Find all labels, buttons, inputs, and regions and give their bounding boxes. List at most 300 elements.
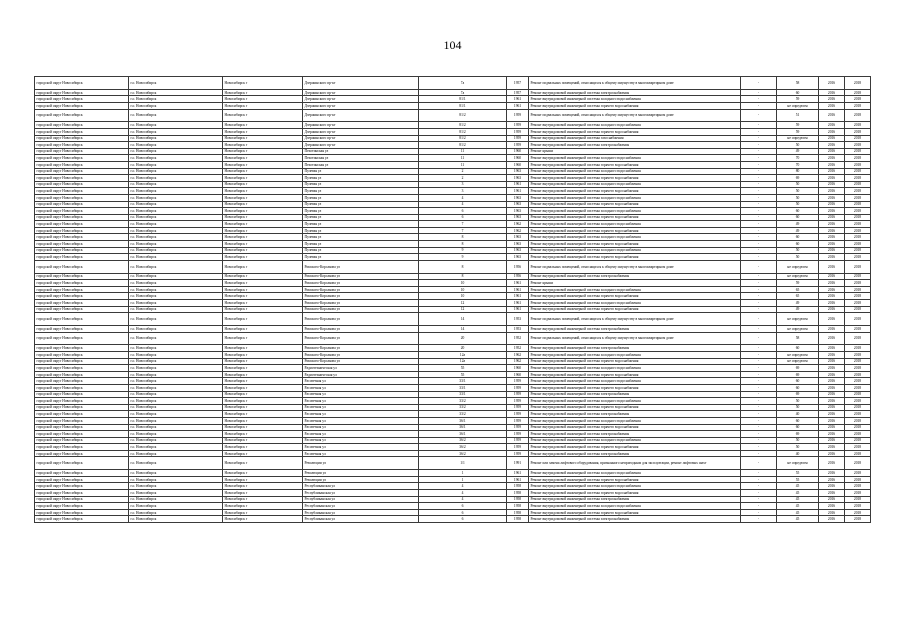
cell-street: Рассветная ул bbox=[303, 431, 419, 438]
cell-dash: - bbox=[741, 483, 777, 490]
page-number: 104 bbox=[443, 38, 462, 52]
cell-house: 7 bbox=[419, 221, 507, 228]
cell-house: 1 bbox=[419, 476, 507, 483]
cell-year: 1960 bbox=[507, 365, 529, 372]
cell-dash: - bbox=[741, 351, 777, 358]
cell-start-year: 2016 bbox=[819, 214, 845, 221]
cell-settlement: г.о. Новосибирск bbox=[129, 280, 223, 287]
cell-start-year: 2016 bbox=[819, 96, 845, 103]
cell-cost: 60 bbox=[777, 345, 819, 352]
cell-municipality: городской округ Новосибирск bbox=[35, 260, 129, 273]
cell-year: 1959 bbox=[507, 142, 529, 149]
cell-municipality: городской округ Новосибирск bbox=[35, 280, 129, 287]
cell-street: Римского-Корсакова ул bbox=[303, 260, 419, 273]
table-row bbox=[35, 437, 871, 444]
cell-year: 1961 bbox=[507, 300, 529, 307]
cell-cost: 60 bbox=[777, 378, 819, 385]
table-row bbox=[35, 168, 871, 175]
cell-house: 4 bbox=[419, 201, 507, 208]
cell-city: Новосибирск г bbox=[223, 417, 303, 424]
cell-city: Новосибирск г bbox=[223, 503, 303, 510]
cell-street: Революции ул bbox=[303, 457, 419, 470]
cell-house: 81/2 bbox=[419, 135, 507, 142]
cell-cost: не определен bbox=[777, 313, 819, 326]
cell-cost: 60 bbox=[777, 214, 819, 221]
cell-street: Радиотехническая ул bbox=[303, 371, 419, 378]
cell-house: 12 bbox=[419, 300, 507, 307]
cell-city: Новосибирск г bbox=[223, 89, 303, 96]
table-row bbox=[35, 161, 871, 168]
cell-cost: 45 bbox=[777, 483, 819, 490]
cell-year: 1956 bbox=[507, 273, 529, 280]
cell-settlement: г.о. Новосибирск bbox=[129, 208, 223, 215]
cell-city: Новосибирск г bbox=[223, 378, 303, 385]
cell-street: Пулевая ул bbox=[303, 168, 419, 175]
cell-street: Римского-Корсакова ул bbox=[303, 313, 419, 326]
cell-start-year: 2016 bbox=[819, 444, 845, 451]
cell-city: Новосибирск г bbox=[223, 351, 303, 358]
cell-city: Новосибирск г bbox=[223, 431, 303, 438]
cell-year: 1961 bbox=[507, 280, 529, 287]
cell-year: 1960 bbox=[507, 155, 529, 162]
cell-end-year: 2018 bbox=[845, 516, 871, 523]
cell-city: Новосибирск г bbox=[223, 161, 303, 168]
cell-work-type: Ремонт подвальных помещений, относящихся к общему имуществу в многоквартирном доме bbox=[529, 77, 741, 90]
cell-year: 1961 bbox=[507, 293, 529, 300]
cell-dash: - bbox=[741, 135, 777, 142]
cell-city: Новосибирск г bbox=[223, 457, 303, 470]
cell-municipality: городской округ Новосибирск bbox=[35, 332, 129, 345]
cell-work-type: Ремонт внутридомовой инженерной системы холодного водоснабжения bbox=[529, 417, 741, 424]
cell-street: Пехотинская ул bbox=[303, 148, 419, 155]
cell-city: Новосибирск г bbox=[223, 175, 303, 182]
cell-start-year: 2016 bbox=[819, 201, 845, 208]
cell-work-type: Ремонт внутридомовой инженерной системы электроснабжения bbox=[529, 431, 741, 438]
cell-cost: 58 bbox=[777, 332, 819, 345]
cell-municipality: городской округ Новосибирск bbox=[35, 457, 129, 470]
cell-work-type: Ремонт внутридомовой инженерной системы холодного водоснабжения bbox=[529, 234, 741, 241]
cell-city: Новосибирск г bbox=[223, 286, 303, 293]
cell-start-year: 2016 bbox=[819, 470, 845, 477]
cell-settlement: г.о. Новосибирск bbox=[129, 181, 223, 188]
cell-start-year: 2016 bbox=[819, 516, 845, 523]
cell-city: Новосибирск г bbox=[223, 273, 303, 280]
cell-start-year: 2016 bbox=[819, 168, 845, 175]
cell-work-type: Ремонт внутридомовой инженерной системы газоснабжения bbox=[529, 135, 741, 142]
cell-house: 3 bbox=[419, 181, 507, 188]
cell-municipality: городской округ Новосибирск bbox=[35, 227, 129, 234]
cell-city: Новосибирск г bbox=[223, 122, 303, 129]
cell-house: 9 bbox=[419, 254, 507, 261]
cell-start-year: 2016 bbox=[819, 221, 845, 228]
cell-municipality: городской округ Новосибирск bbox=[35, 128, 129, 135]
cell-work-type: Ремонт внутридомовой инженерной системы горячего водоснабжения bbox=[529, 404, 741, 411]
cell-house: 33/2 bbox=[419, 411, 507, 418]
cell-end-year: 2018 bbox=[845, 483, 871, 490]
cell-settlement: г.о. Новосибирск bbox=[129, 496, 223, 503]
cell-cost: 80 bbox=[777, 168, 819, 175]
cell-settlement: г.о. Новосибирск bbox=[129, 358, 223, 365]
cell-end-year: 2018 bbox=[845, 96, 871, 103]
cell-end-year: 2018 bbox=[845, 155, 871, 162]
table-row bbox=[35, 351, 871, 358]
cell-street: Рассветная ул bbox=[303, 424, 419, 431]
cell-city: Новосибирск г bbox=[223, 326, 303, 333]
cell-cost: 50 bbox=[777, 188, 819, 195]
cell-year: 1963 bbox=[507, 214, 529, 221]
cell-start-year: 2016 bbox=[819, 378, 845, 385]
table-row bbox=[35, 286, 871, 293]
cell-work-type: Ремонт внутридомовой инженерной системы электроснабжения bbox=[529, 450, 741, 457]
cell-house: 33/1 bbox=[419, 378, 507, 385]
cell-end-year: 2018 bbox=[845, 450, 871, 457]
cell-dash: - bbox=[741, 411, 777, 418]
table-row bbox=[35, 404, 871, 411]
cell-dash: - bbox=[741, 378, 777, 385]
cell-end-year: 2018 bbox=[845, 181, 871, 188]
cell-work-type: Ремонт крыши bbox=[529, 148, 741, 155]
cell-house: 2 bbox=[419, 168, 507, 175]
table-row bbox=[35, 254, 871, 261]
cell-settlement: г.о. Новосибирск bbox=[129, 273, 223, 280]
cell-end-year: 2018 bbox=[845, 208, 871, 215]
table-row bbox=[35, 483, 871, 490]
cell-cost: 59 bbox=[777, 128, 819, 135]
cell-work-type: Ремонт внутридомовой инженерной системы электроснабжения bbox=[529, 273, 741, 280]
cell-settlement: г.о. Новосибирск bbox=[129, 417, 223, 424]
cell-street: Радиотехническая ул bbox=[303, 365, 419, 372]
cell-house: 20 bbox=[419, 345, 507, 352]
cell-street: Пулевая ул bbox=[303, 247, 419, 254]
cell-city: Новосибирск г bbox=[223, 300, 303, 307]
cell-city: Новосибирск г bbox=[223, 404, 303, 411]
cell-street: Рассветная ул bbox=[303, 398, 419, 405]
cell-end-year: 2018 bbox=[845, 227, 871, 234]
cell-city: Новосибирск г bbox=[223, 509, 303, 516]
cell-municipality: городской округ Новосибирск bbox=[35, 214, 129, 221]
cell-dash: - bbox=[741, 384, 777, 391]
cell-dash: - bbox=[741, 398, 777, 405]
cell-year: 1991 bbox=[507, 457, 529, 470]
cell-cost: не определен bbox=[777, 457, 819, 470]
cell-year: 1960 bbox=[507, 161, 529, 168]
cell-settlement: г.о. Новосибирск bbox=[129, 516, 223, 523]
cell-start-year: 2016 bbox=[819, 260, 845, 273]
cell-city: Новосибирск г bbox=[223, 483, 303, 490]
table-row bbox=[35, 109, 871, 122]
cell-cost: 50 bbox=[777, 142, 819, 149]
cell-city: Новосибирск г bbox=[223, 168, 303, 175]
cell-cost: 49 bbox=[777, 221, 819, 228]
cell-work-type: Ремонт внутридомовой инженерной системы электроснабжения bbox=[529, 142, 741, 149]
cell-house: 8 bbox=[419, 241, 507, 248]
cell-city: Новосибирск г bbox=[223, 280, 303, 287]
cell-municipality: городской округ Новосибирск bbox=[35, 241, 129, 248]
cell-settlement: г.о. Новосибирск bbox=[129, 148, 223, 155]
table-row bbox=[35, 247, 871, 254]
table-row bbox=[35, 306, 871, 313]
cell-cost: 50 bbox=[777, 444, 819, 451]
table-row bbox=[35, 371, 871, 378]
cell-end-year: 2018 bbox=[845, 306, 871, 313]
cell-municipality: городской округ Новосибирск bbox=[35, 273, 129, 280]
cell-year: 1959 bbox=[507, 431, 529, 438]
cell-street: Дзержинского пр-кт bbox=[303, 77, 419, 90]
table-row bbox=[35, 201, 871, 208]
cell-start-year: 2016 bbox=[819, 161, 845, 168]
cell-year: 1962 bbox=[507, 227, 529, 234]
cell-end-year: 2018 bbox=[845, 201, 871, 208]
cell-street: Рассветная ул bbox=[303, 384, 419, 391]
cell-municipality: городской округ Новосибирск bbox=[35, 365, 129, 372]
cell-year: 1959 bbox=[507, 450, 529, 457]
cell-start-year: 2016 bbox=[819, 398, 845, 405]
cell-year: 1963 bbox=[507, 254, 529, 261]
cell-dash: - bbox=[741, 516, 777, 523]
cell-municipality: городской округ Новосибирск bbox=[35, 142, 129, 149]
cell-settlement: г.о. Новосибирск bbox=[129, 437, 223, 444]
cell-city: Новосибирск г bbox=[223, 77, 303, 90]
cell-city: Новосибирск г bbox=[223, 254, 303, 261]
cell-year: 1952 bbox=[507, 345, 529, 352]
cell-city: Новосибирск г bbox=[223, 444, 303, 451]
cell-street: Римского-Корсакова ул bbox=[303, 286, 419, 293]
cell-house: 81/1 bbox=[419, 96, 507, 103]
cell-city: Новосибирск г bbox=[223, 155, 303, 162]
cell-dash: - bbox=[741, 313, 777, 326]
cell-year: 1963 bbox=[507, 201, 529, 208]
table-row bbox=[35, 424, 871, 431]
cell-start-year: 2016 bbox=[819, 142, 845, 149]
cell-start-year: 2016 bbox=[819, 306, 845, 313]
cell-end-year: 2018 bbox=[845, 128, 871, 135]
cell-house: 6 bbox=[419, 208, 507, 215]
cell-year: 1963 bbox=[507, 208, 529, 215]
cell-year: 1959 bbox=[507, 391, 529, 398]
cell-municipality: городской округ Новосибирск bbox=[35, 168, 129, 175]
cell-settlement: г.о. Новосибирск bbox=[129, 326, 223, 333]
cell-house: 4 bbox=[419, 194, 507, 201]
cell-year: 1959 bbox=[507, 411, 529, 418]
cell-street: Дзержинского пр-кт bbox=[303, 109, 419, 122]
cell-cost: 55 bbox=[777, 476, 819, 483]
cell-municipality: городской округ Новосибирск bbox=[35, 89, 129, 96]
cell-municipality: городской округ Новосибирск bbox=[35, 411, 129, 418]
cell-work-type: Ремонт внутридомовой инженерной системы горячего водоснабжения bbox=[529, 227, 741, 234]
cell-end-year: 2018 bbox=[845, 280, 871, 287]
cell-municipality: городской округ Новосибирск bbox=[35, 208, 129, 215]
cell-work-type: Ремонт внутридомовой инженерной системы горячего водоснабжения bbox=[529, 102, 741, 109]
cell-street: Римского-Корсакова ул bbox=[303, 345, 419, 352]
cell-start-year: 2016 bbox=[819, 293, 845, 300]
cell-start-year: 2016 bbox=[819, 483, 845, 490]
table-row bbox=[35, 89, 871, 96]
table-row bbox=[35, 188, 871, 195]
cell-city: Новосибирск г bbox=[223, 306, 303, 313]
cell-end-year: 2018 bbox=[845, 89, 871, 96]
cell-end-year: 2018 bbox=[845, 457, 871, 470]
table-row bbox=[35, 181, 871, 188]
cell-cost: 45 bbox=[777, 496, 819, 503]
cell-year: 1959 bbox=[507, 384, 529, 391]
cell-municipality: городской округ Новосибирск bbox=[35, 181, 129, 188]
cell-work-type: Ремонт внутридомовой инженерной системы холодного водоснабжения bbox=[529, 503, 741, 510]
cell-street: Дзержинского пр-кт bbox=[303, 96, 419, 103]
cell-dash: - bbox=[741, 241, 777, 248]
cell-dash: - bbox=[741, 345, 777, 352]
cell-cost: 45 bbox=[777, 503, 819, 510]
cell-cost: 60 bbox=[777, 89, 819, 96]
cell-street: Римского-Корсакова ул bbox=[303, 332, 419, 345]
cell-street: Республиканская ул bbox=[303, 496, 419, 503]
cell-municipality: городской округ Новосибирск bbox=[35, 286, 129, 293]
cell-municipality: городской округ Новосибирск bbox=[35, 496, 129, 503]
cell-settlement: г.о. Новосибирск bbox=[129, 142, 223, 149]
cell-city: Новосибирск г bbox=[223, 148, 303, 155]
cell-cost: 45 bbox=[777, 509, 819, 516]
cell-house: 36/1 bbox=[419, 424, 507, 431]
cell-start-year: 2016 bbox=[819, 227, 845, 234]
cell-year: 1959 bbox=[507, 424, 529, 431]
cell-municipality: городской округ Новосибирск bbox=[35, 509, 129, 516]
cell-municipality: городской округ Новосибирск bbox=[35, 326, 129, 333]
cell-municipality: городской округ Новосибирск bbox=[35, 424, 129, 431]
cell-end-year: 2018 bbox=[845, 437, 871, 444]
table-row bbox=[35, 260, 871, 273]
cell-dash: - bbox=[741, 181, 777, 188]
cell-start-year: 2016 bbox=[819, 313, 845, 326]
cell-house: 1 bbox=[419, 470, 507, 477]
cell-street: Римского-Корсакова ул bbox=[303, 326, 419, 333]
cell-settlement: г.о. Новосибирск bbox=[129, 161, 223, 168]
cell-city: Новосибирск г bbox=[223, 391, 303, 398]
cell-cost: 65 bbox=[777, 293, 819, 300]
cell-work-type: Ремонт внутридомовой инженерной системы электроснабжения bbox=[529, 411, 741, 418]
cell-settlement: г.о. Новосибирск bbox=[129, 234, 223, 241]
cell-house: 55 bbox=[419, 365, 507, 372]
cell-year: 1956 bbox=[507, 260, 529, 273]
cell-start-year: 2016 bbox=[819, 128, 845, 135]
cell-year: 1959 bbox=[507, 437, 529, 444]
cell-house: 6 bbox=[419, 516, 507, 523]
cell-house: 36/2 bbox=[419, 437, 507, 444]
cell-settlement: г.о. Новосибирск bbox=[129, 155, 223, 162]
cell-municipality: городской округ Новосибирск bbox=[35, 444, 129, 451]
cell-year: 1959 bbox=[507, 135, 529, 142]
cell-settlement: г.о. Новосибирск bbox=[129, 247, 223, 254]
cell-settlement: г.о. Новосибирск bbox=[129, 457, 223, 470]
cell-end-year: 2018 bbox=[845, 384, 871, 391]
cell-start-year: 2016 bbox=[819, 273, 845, 280]
cell-dash: - bbox=[741, 457, 777, 470]
cell-work-type: Ремонт внутридомовой инженерной системы горячего водоснабжения bbox=[529, 188, 741, 195]
cell-work-type: Ремонт внутридомовой инженерной системы горячего водоснабжения bbox=[529, 444, 741, 451]
cell-municipality: городской округ Новосибирск bbox=[35, 470, 129, 477]
cell-cost: 60 bbox=[777, 241, 819, 248]
cell-house: 12а bbox=[419, 358, 507, 365]
cell-settlement: г.о. Новосибирск bbox=[129, 286, 223, 293]
cell-municipality: городской округ Новосибирск bbox=[35, 371, 129, 378]
cell-municipality: городской округ Новосибирск bbox=[35, 221, 129, 228]
cell-municipality: городской округ Новосибирск bbox=[35, 155, 129, 162]
cell-street: Революции ул bbox=[303, 476, 419, 483]
cell-dash: - bbox=[741, 102, 777, 109]
cell-street: Римского-Корсакова ул bbox=[303, 351, 419, 358]
cell-settlement: г.о. Новосибирск bbox=[129, 293, 223, 300]
cell-end-year: 2018 bbox=[845, 135, 871, 142]
table-row bbox=[35, 470, 871, 477]
cell-dash: - bbox=[741, 280, 777, 287]
cell-house: 33/2 bbox=[419, 404, 507, 411]
cell-end-year: 2018 bbox=[845, 122, 871, 129]
cell-municipality: городской округ Новосибирск bbox=[35, 161, 129, 168]
cell-city: Новосибирск г bbox=[223, 142, 303, 149]
cell-cost: 69 bbox=[777, 371, 819, 378]
cell-city: Новосибирск г bbox=[223, 208, 303, 215]
cell-cost: не определен bbox=[777, 135, 819, 142]
cell-street: Рассветная ул bbox=[303, 378, 419, 385]
cell-settlement: г.о. Новосибирск bbox=[129, 300, 223, 307]
table-row bbox=[35, 214, 871, 221]
cell-dash: - bbox=[741, 293, 777, 300]
cell-cost: не определен bbox=[777, 358, 819, 365]
cell-municipality: городской округ Новосибирск bbox=[35, 450, 129, 457]
cell-year: 1957 bbox=[507, 77, 529, 90]
cell-work-type: Ремонт внутридомовой инженерной системы электроснабжения bbox=[529, 496, 741, 503]
cell-end-year: 2018 bbox=[845, 470, 871, 477]
cell-year: 1963 bbox=[507, 247, 529, 254]
table-row bbox=[35, 194, 871, 201]
cell-start-year: 2016 bbox=[819, 358, 845, 365]
cell-work-type: Ремонт внутридомовой инженерной системы горячего водоснабжения bbox=[529, 293, 741, 300]
cell-work-type: Ремонт внутридомовой инженерной системы холодного водоснабжения bbox=[529, 398, 741, 405]
cell-dash: - bbox=[741, 286, 777, 293]
cell-cost: 60 bbox=[777, 234, 819, 241]
cell-street: Республиканская ул bbox=[303, 509, 419, 516]
table-row bbox=[35, 234, 871, 241]
cell-work-type: Ремонт внутридомовой инженерной системы электроснабжения bbox=[529, 345, 741, 352]
cell-year: 1963 bbox=[507, 241, 529, 248]
cell-municipality: городской округ Новосибирск bbox=[35, 476, 129, 483]
cell-city: Новосибирск г bbox=[223, 96, 303, 103]
cell-cost: не определен bbox=[777, 273, 819, 280]
cell-start-year: 2016 bbox=[819, 194, 845, 201]
table-row bbox=[35, 332, 871, 345]
cell-street: Дзержинского пр-кт bbox=[303, 135, 419, 142]
table-row bbox=[35, 122, 871, 129]
cell-start-year: 2016 bbox=[819, 89, 845, 96]
cell-work-type: Ремонт крыши bbox=[529, 280, 741, 287]
cell-start-year: 2016 bbox=[819, 102, 845, 109]
cell-year: 1958 bbox=[507, 503, 529, 510]
cell-work-type: Ремонт внутридомовой инженерной системы электроснабжения bbox=[529, 516, 741, 523]
table-row bbox=[35, 516, 871, 523]
cell-start-year: 2016 bbox=[819, 404, 845, 411]
cell-cost: не определен bbox=[777, 102, 819, 109]
cell-settlement: г.о. Новосибирск bbox=[129, 332, 223, 345]
cell-work-type: Ремонт внутридомовой инженерной системы электроснабжения bbox=[529, 89, 741, 96]
cell-cost: 49 bbox=[777, 306, 819, 313]
cell-work-type: Ремонт внутридомовой инженерной системы горячего водоснабжения bbox=[529, 175, 741, 182]
cell-dash: - bbox=[741, 109, 777, 122]
cell-end-year: 2018 bbox=[845, 358, 871, 365]
cell-dash: - bbox=[741, 476, 777, 483]
cell-house: 11 bbox=[419, 155, 507, 162]
cell-work-type: Ремонт внутридомовой инженерной системы холодного водоснабжения bbox=[529, 286, 741, 293]
cell-dash: - bbox=[741, 254, 777, 261]
cell-year: 1959 bbox=[507, 404, 529, 411]
cell-street: Рассветная ул bbox=[303, 450, 419, 457]
